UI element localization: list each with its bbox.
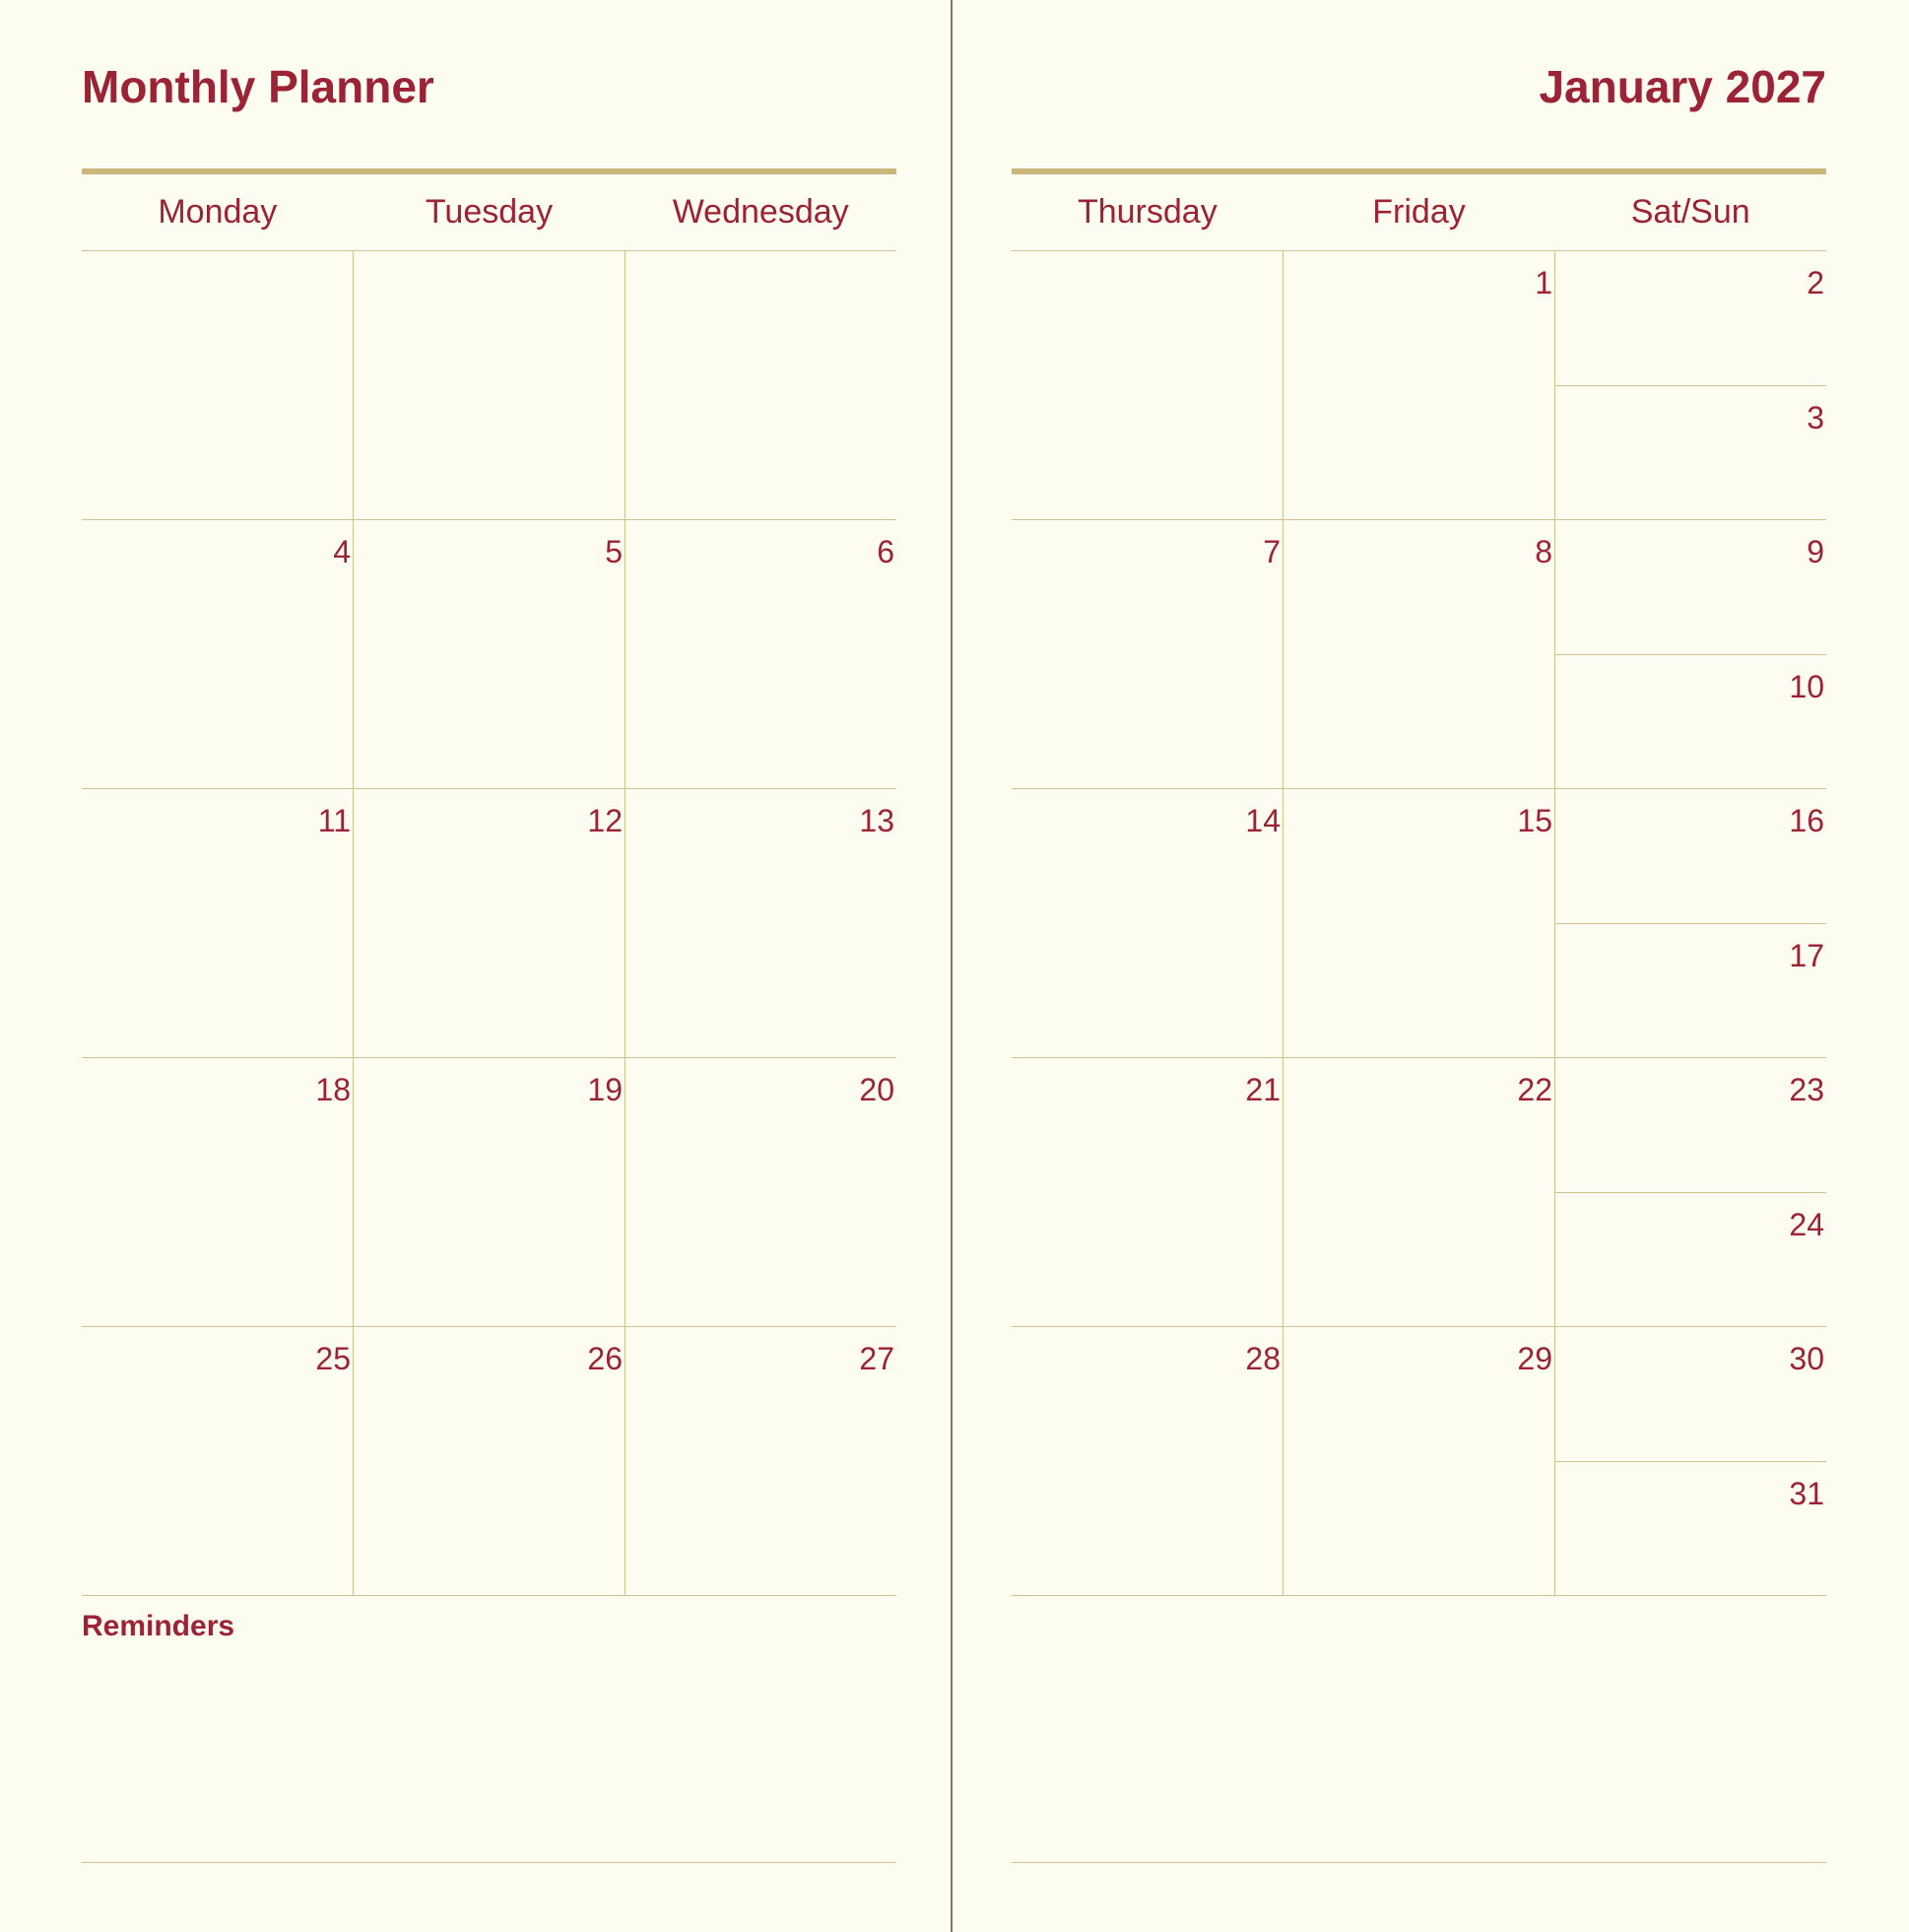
- day-header-friday: Friday: [1372, 193, 1466, 231]
- day-header-row: [82, 174, 896, 251]
- day-number: 7: [1263, 534, 1281, 569]
- right-calendar-grid: [1012, 168, 1826, 1596]
- saturday-cell[interactable]: [1555, 520, 1826, 654]
- week-row: [1012, 1327, 1826, 1596]
- day-cell[interactable]: [625, 1058, 896, 1326]
- week-row: [82, 789, 896, 1058]
- day-number: 20: [859, 1072, 894, 1107]
- day-cell[interactable]: [82, 1058, 353, 1326]
- day-number: 26: [587, 1341, 623, 1376]
- day-number: 24: [1789, 1206, 1824, 1242]
- day-cell[interactable]: [353, 1327, 625, 1595]
- day-number: 17: [1789, 937, 1824, 973]
- weekend-cell: [1554, 520, 1826, 788]
- saturday-cell[interactable]: [1555, 1058, 1826, 1192]
- reminders-bottom-rule: [82, 1862, 896, 1863]
- day-cell[interactable]: [1012, 789, 1283, 1057]
- day-cell[interactable]: [82, 520, 353, 788]
- week-row: [82, 1327, 896, 1596]
- day-header-monday: Monday: [158, 193, 278, 231]
- day-cell[interactable]: [353, 789, 625, 1057]
- week-row: [1012, 1058, 1826, 1327]
- day-cell[interactable]: [353, 1058, 625, 1326]
- day-cell[interactable]: [353, 251, 625, 519]
- month-title: January 2027: [1539, 61, 1826, 112]
- day-number: 27: [859, 1341, 894, 1376]
- day-number: 18: [315, 1072, 351, 1107]
- day-number: 15: [1517, 803, 1552, 838]
- left-calendar-grid: [82, 168, 896, 1596]
- day-number: 22: [1517, 1072, 1552, 1107]
- saturday-cell[interactable]: [1555, 1327, 1826, 1461]
- day-header-weekend: Sat/Sun: [1630, 193, 1750, 231]
- day-number: 21: [1245, 1072, 1281, 1107]
- day-cell[interactable]: [1012, 1058, 1283, 1326]
- day-number: 28: [1245, 1341, 1281, 1376]
- day-number: 8: [1535, 534, 1552, 569]
- day-header-row: [1012, 174, 1826, 251]
- weekend-cell: [1554, 1058, 1826, 1326]
- day-cell[interactable]: [1012, 1327, 1283, 1595]
- day-number: 25: [315, 1341, 351, 1376]
- day-number: 23: [1789, 1072, 1824, 1107]
- week-row: [82, 520, 896, 789]
- day-number: 29: [1517, 1341, 1552, 1376]
- day-cell[interactable]: [1283, 789, 1554, 1057]
- day-number: 16: [1789, 803, 1824, 838]
- sunday-cell[interactable]: [1555, 1461, 1826, 1596]
- weekend-cell: [1554, 789, 1826, 1057]
- day-number: 10: [1789, 668, 1824, 704]
- day-cell[interactable]: [82, 789, 353, 1057]
- sunday-cell[interactable]: [1555, 654, 1826, 789]
- day-cell[interactable]: [82, 251, 353, 519]
- day-cell[interactable]: [1283, 1058, 1554, 1326]
- day-cell[interactable]: [625, 1327, 896, 1595]
- day-cell[interactable]: [1283, 251, 1554, 519]
- day-number: 6: [877, 534, 894, 569]
- day-cell[interactable]: [82, 1327, 353, 1595]
- day-cell[interactable]: [1283, 1327, 1554, 1595]
- day-number: 5: [605, 534, 623, 569]
- day-number: 9: [1807, 534, 1824, 569]
- day-number: 1: [1535, 265, 1552, 300]
- week-row: [1012, 789, 1826, 1058]
- day-number: 11: [317, 803, 351, 838]
- day-cell[interactable]: [1012, 520, 1283, 788]
- day-header-tuesday: Tuesday: [425, 193, 554, 231]
- day-number: 13: [859, 803, 894, 838]
- day-number: 19: [587, 1072, 623, 1107]
- saturday-cell[interactable]: [1555, 251, 1826, 385]
- week-row: [82, 251, 896, 520]
- day-cell[interactable]: [1283, 520, 1554, 788]
- sunday-cell[interactable]: [1555, 385, 1826, 520]
- sunday-cell[interactable]: [1555, 923, 1826, 1058]
- day-number: 2: [1807, 265, 1824, 300]
- day-cell[interactable]: [625, 251, 896, 519]
- week-row: [82, 1058, 896, 1327]
- weekend-cell: [1554, 1327, 1826, 1595]
- day-number: 14: [1245, 803, 1281, 838]
- planner-title: Monthly Planner: [82, 61, 434, 112]
- day-header-wednesday: Wednesday: [672, 193, 849, 231]
- sunday-cell[interactable]: [1555, 1192, 1826, 1327]
- day-number: 30: [1789, 1341, 1824, 1376]
- week-row: [1012, 251, 1826, 520]
- week-row: [1012, 520, 1826, 789]
- day-number: 12: [587, 803, 623, 838]
- day-number: 31: [1789, 1475, 1824, 1511]
- day-cell[interactable]: [1012, 251, 1283, 519]
- notes-bottom-rule: [1012, 1862, 1826, 1863]
- day-number: 3: [1807, 399, 1824, 435]
- day-header-thursday: Thursday: [1077, 193, 1218, 231]
- day-cell[interactable]: [625, 789, 896, 1057]
- page-spine: [951, 0, 953, 1932]
- reminders-heading: Reminders: [82, 1610, 235, 1642]
- weekend-cell: [1554, 251, 1826, 519]
- saturday-cell[interactable]: [1555, 789, 1826, 923]
- day-cell[interactable]: [625, 520, 896, 788]
- day-number: 4: [333, 534, 351, 569]
- day-cell[interactable]: [353, 520, 625, 788]
